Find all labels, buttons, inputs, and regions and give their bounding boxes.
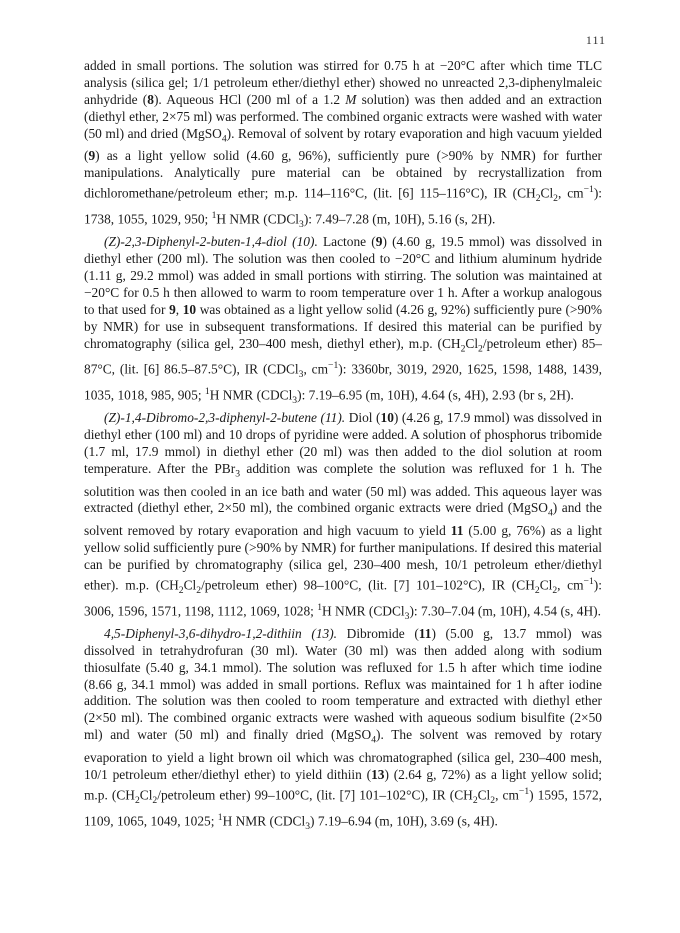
compound-heading: 4,5-Diphenyl-3,6-dihydro-1,2-dithiin (13). [104, 625, 338, 641]
text-run: 2 [460, 343, 466, 355]
text-run: was obtained as a light yellow solid (4.26 g, 92%) sufficiently pure (>90% by NMR) for use in subsequent transformations. If desired this material can be purified by chromatography (silica gel, 230–400 mesh, diethyl ether), m.p. (CH [84, 301, 603, 351]
text-run: ) (4.26 g, 17.9 mmol) was dissolved in diethyl ether (100 ml) and 10 drops of pyridine were added. A solution of phosphorus tribomide (1.7 ml, 17.9 mmol) in diethyl ether (20 ml) was then added to the diol solution at room temperature. After the PBr [84, 410, 602, 476]
text-run: 3 [404, 610, 410, 622]
text-run: 2 [553, 193, 558, 205]
text-run: 3 [298, 369, 304, 381]
text-run: 3 [299, 219, 304, 231]
text-run: (5.00 g, 76%) as a light yellow solid sufficiently pure (>90% by NMR) for further manipulations. If desired this material can be purified by chromatography (silica gel, 230–400 mesh, 10/1 petroleum ether/diethyl ether). m.p. (CH [84, 523, 602, 593]
page-number: 111 [585, 33, 606, 47]
text-run: Cl [540, 185, 554, 201]
text-run: 2 [535, 193, 541, 205]
text-run: 2 [134, 794, 140, 806]
text-run: Diol ( [345, 410, 381, 426]
compound-number: 8 [147, 91, 154, 107]
text-run: 2 [490, 794, 496, 806]
compound-heading: (Z)-1,4-Dibromo-2,3-diphenyl-2-butene (11). [104, 410, 346, 426]
text-run: M [345, 91, 357, 107]
text-run: ): 7.30–7.04 (m, 10H), 4.54 (s, 4H). [409, 603, 601, 619]
text-run: ). Removal of solvent by rotary evaporation and high vacuum yielded ( [84, 125, 602, 164]
compound-number: 9 [88, 148, 96, 164]
text-run: ) (5.00 g, 13.7 mmol) was dissolved in tetrahydrofuran (30 ml). Water (30 ml) was then added along with sodium thiosulfate (5.40 g, 34.1 mmol). The solution was refluxed for 1.5 h after which time iodine (8.66 g, 34.1 mmol) was added in small portions. Reflux was maintained for 1 h after iodine addition. The solution was then cooled to room temperature and extracted with diethyl ether (2×50 ml). The combined organic extracts were washed with aqueous sodium bisulfite (2×50 ml) and water (50 ml) and finally dried (MgSO [84, 625, 603, 743]
text-run: ): 7.49–7.28 (m, 10H), 5.16 (s, 2H). [303, 211, 496, 227]
text-run: added in small portions. The solution was stirred for 0.75 h at −20°C after which time TLC analysis (silica gel; 1/1 petroleum ether/diethyl ether) showed no unreacted 2,3-diphenylmaleic anhydride ( [84, 58, 602, 107]
compound-number: 13 [371, 766, 385, 782]
text-run: 2 [478, 343, 483, 355]
text-run: H NMR (CDCl [322, 603, 405, 619]
text-run: Cl [477, 787, 491, 803]
text-run: , [175, 301, 183, 317]
text-run: −1 [328, 360, 339, 372]
text-run: 2 [472, 794, 478, 806]
text-run: 2 [152, 794, 158, 806]
text-run: −1 [583, 184, 594, 196]
text-run: 4 [221, 133, 227, 145]
paragraph [84, 58, 602, 234]
text-run: ) (4.60 g, 19.5 mmol) was dissolved in diethyl ether (200 ml). The solution was then cooled to −20°C and lithium aluminum hydride (1.11 g, 29.2 mmol) was added in small portions with stirring. The solution was maintained at −20°C for 0.5 h then allowed to warm to room temperature over 1 h. After a workup analogous to that used for [84, 234, 603, 317]
text-run: ): 1738, 1055, 1029, 950; [84, 185, 602, 227]
text-run: , cm [495, 787, 519, 803]
text-run: 2 [534, 584, 540, 596]
text-run: 3 [292, 395, 298, 407]
text-run: 1 [204, 386, 210, 398]
compound-number: 10 [380, 410, 394, 426]
text-run: Cl [465, 335, 479, 351]
compound-number: 11 [418, 625, 432, 641]
text-run: , cm [303, 361, 329, 377]
text-run: solution) was then added and an extraction (diethyl ether, 2×75 ml) was performed. The combined organic extracts were washed with water (50 ml) and dried (MgSO [84, 91, 602, 141]
text-run: ) 1595, 1572, 1109, 1065, 1049, 1025; [84, 787, 603, 829]
text-run: H NMR (CDCl [216, 211, 299, 227]
text-run: ) and the solvent removed by rotary evaporation and high vacuum to yield [84, 500, 602, 538]
compound-number: 9 [375, 234, 383, 250]
text-run: Cl [539, 577, 553, 593]
text-run: addition was complete the solution was refluxed for 1 h. The solutition was then cooled in an ice bath and water (50 ml) was added. This aqueous layer was extracted (diethyl ether, 2×50 ml), the combined organic extracts were dried (MgSO [84, 460, 602, 516]
text-run: −1 [518, 785, 530, 797]
text-run: −1 [583, 575, 594, 587]
paragraph [84, 410, 602, 626]
text-run: , cm [557, 185, 584, 201]
paragraph [84, 234, 602, 410]
text-run: 2 [552, 584, 558, 596]
text-run: 3 [235, 468, 240, 480]
text-run: ) 7.19–6.94 (m, 10H), 3.69 (s, 4H). [310, 813, 498, 829]
text-run: Cl [183, 577, 197, 593]
compound-number: 11 [450, 523, 464, 538]
paragraph [84, 626, 602, 836]
text-run: 2 [178, 584, 184, 596]
text-run: ) (2.64 g, 72%) as a light yellow solid; m.p. (CH [84, 766, 602, 803]
text-run: Cl [139, 787, 153, 803]
text-run: Lactone ( [317, 234, 376, 250]
text-run: , cm [557, 577, 584, 593]
text-run: H NMR (CDCl [209, 387, 293, 403]
text-run: ): 3360br, 3019, 2920, 1625, 1598, 1488, 1439, 1035, 1018, 985, 905; [84, 361, 602, 403]
text-run: ). The solvent was removed by rotary evaporation to yield a light brown oil which was chromatographed (silica gel, 230–400 mesh, 10/1 petroleum ether/diethyl ether) to yield dithiin ( [84, 727, 603, 782]
text-run: Dibromide ( [337, 625, 419, 641]
text-run: 4 [371, 734, 377, 746]
text-run: ): 3006, 1596, 1571, 1198, 1112, 1069, 1028; [84, 577, 602, 619]
text-run: /petroleum ether) 99–100°C, (lit. [7] 101–102°C), IR (CH [157, 787, 473, 803]
text-run: /petroleum ether) 85–87°C, (lit. [6] 86.5–87.5°C), IR (CDCl [84, 335, 602, 377]
compound-heading: (Z)-2,3-Diphenyl-2-buten-1,4-diol (10). [104, 234, 318, 250]
text-run: ) as a light yellow solid (4.60 g, 96%), sufficiently pure (>90% by NMR) for further manipulations. Analytically pure material can be obtained by recrystallization from dichloromethane/petroleum ether; m.p. 114–116°C, (lit. [6] 115–116°C), IR (CH [84, 148, 602, 201]
text-run: 1 [317, 601, 323, 613]
text-run: 4 [547, 508, 553, 520]
text-run: 3 [305, 820, 311, 832]
text-run: 2 [196, 584, 202, 596]
text-run: H NMR (CDCl [222, 813, 306, 829]
text-run: ). Aqueous HCl (200 ml of a 1.2 [153, 91, 346, 107]
text-run: /petroleum ether) 98–100°C, (lit. [7] 101–102°C), IR (CH [201, 577, 535, 593]
compound-number: 9 [169, 301, 176, 317]
compound-number: 10 [182, 301, 197, 317]
text-run: 1 [217, 811, 223, 823]
text-run: ): 7.19–6.95 (m, 10H), 4.64 (s, 4H), 2.93 (br s, 2H). [297, 387, 574, 403]
article-body [84, 58, 602, 836]
text-run: 1 [211, 210, 217, 222]
